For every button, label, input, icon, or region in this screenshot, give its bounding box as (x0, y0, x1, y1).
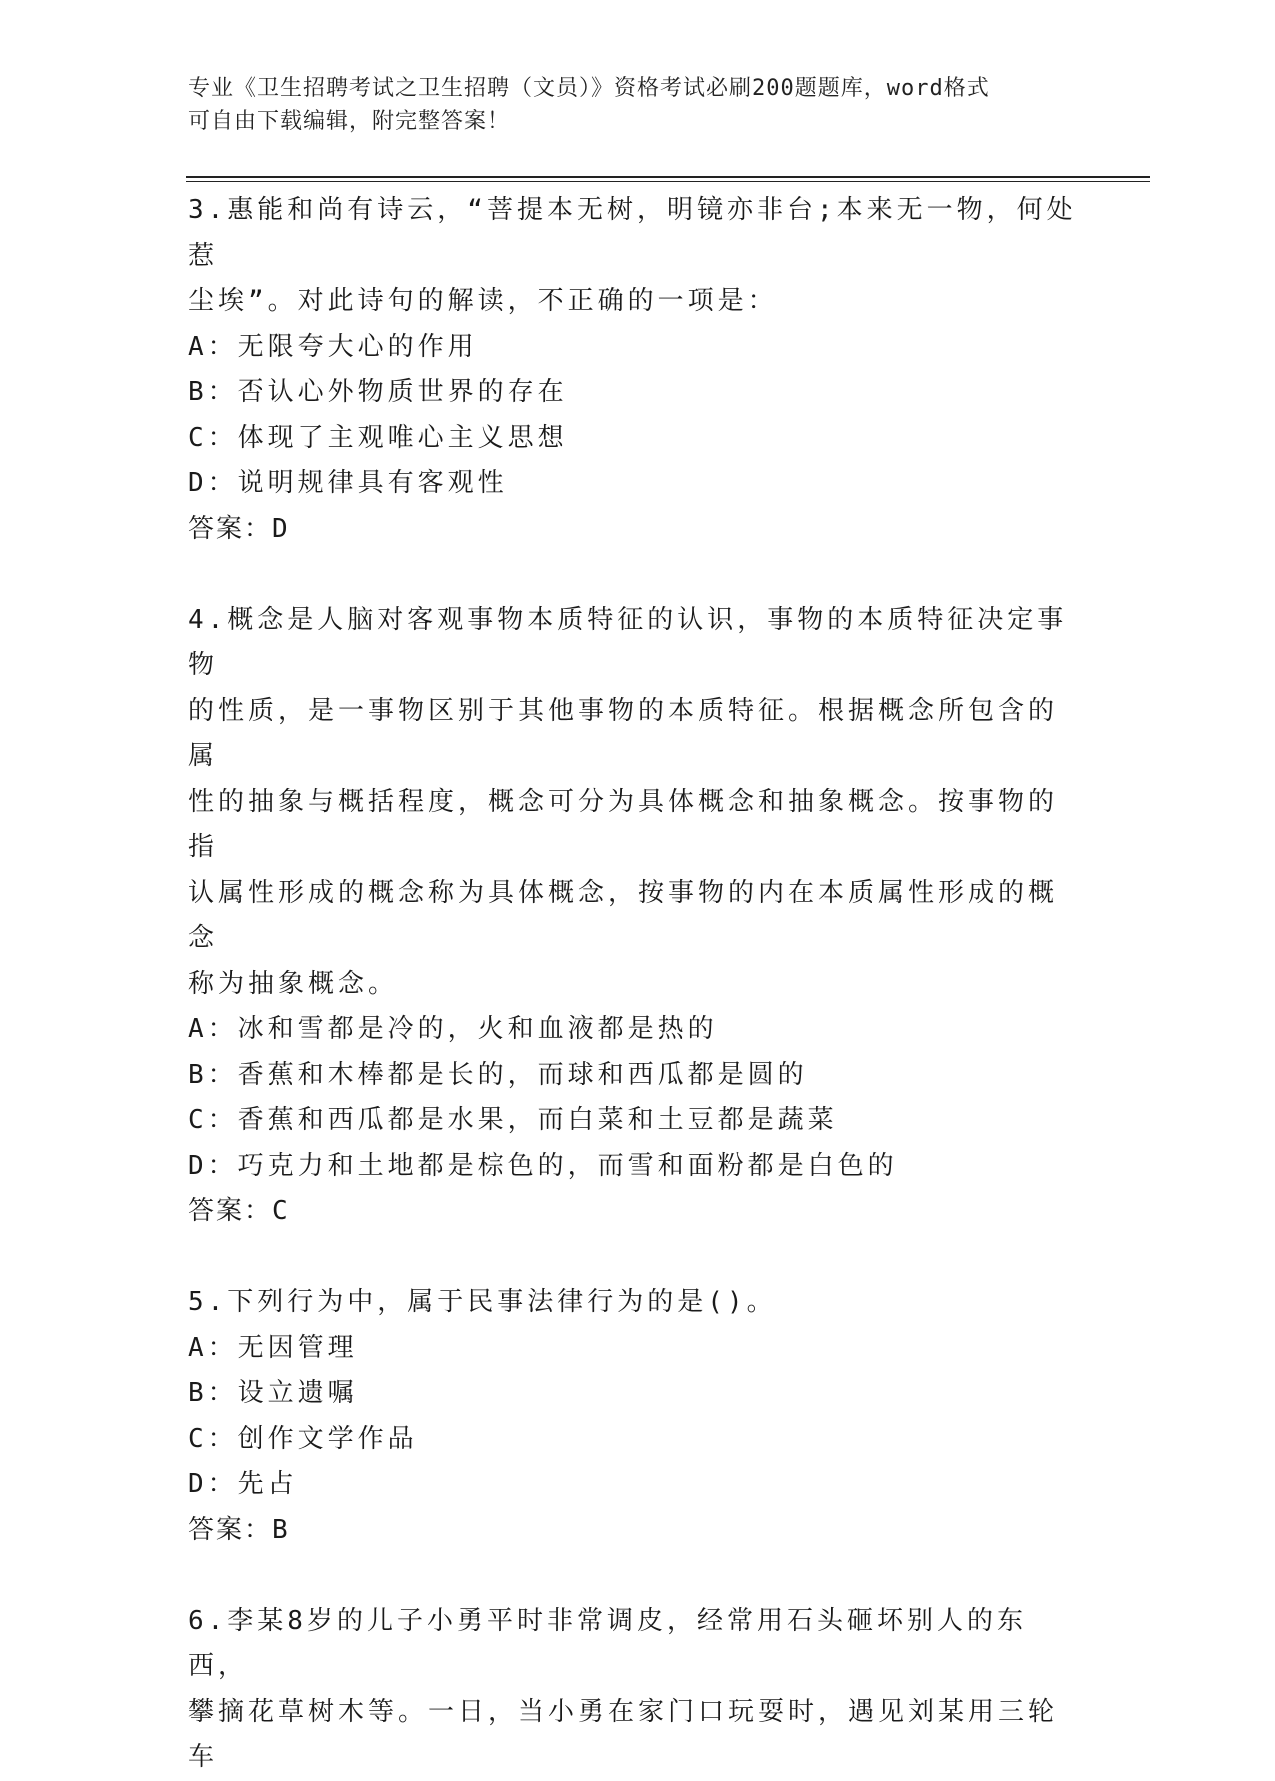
question-text-line: 6.李某8岁的儿子小勇平时非常调皮，经常用石头砸坏别人的东西， (188, 1605, 1027, 1681)
question-text-line: 5.下列行为中，属于民事法律行为的是()。 (188, 1287, 777, 1317)
question-text-line: 称为抽象概念。 (188, 968, 399, 999)
document-header (188, 72, 1068, 138)
question-6 (188, 1599, 1078, 1781)
option-d: D：巧克力和土地都是棕色的，而雪和面粉都是白色的 (188, 1150, 898, 1181)
option-a: A：冰和雪都是冷的，火和血液都是热的 (188, 1014, 718, 1044)
header-divider-thick (186, 176, 1150, 178)
question-text-line: 的性质，是一事物区别于其他事物的本质特征。根据概念所包含的属 (188, 695, 1059, 771)
question-5 (188, 1280, 1078, 1553)
option-b: B：否认心外物质世界的存在 (188, 377, 568, 407)
spacer (188, 1235, 1078, 1281)
option-c: C：香蕉和西瓜都是水果，而白菜和土豆都是蔬菜 (188, 1105, 838, 1135)
question-4 (188, 598, 1078, 1235)
option-a: A：无因管理 (188, 1332, 358, 1363)
option-d: D：说明规律具有客观性 (188, 468, 508, 498)
question-list (188, 188, 1078, 1781)
question-text-line: 4.概念是人脑对客观事物本质特征的认识，事物的本质特征决定事物 (188, 604, 1068, 680)
spacer (188, 1553, 1078, 1599)
answer: 答案：B (188, 1514, 290, 1545)
header-line-2: 可自由下载编辑，附完整答案！ (188, 109, 511, 134)
option-d: D：先占 (188, 1469, 298, 1499)
question-text-line: 攀摘花草树木等。一日，当小勇在家门口玩耍时，遇见刘某用三轮车 (188, 1696, 1059, 1772)
question-text-line: 尘埃”。对此诗句的解读，不正确的一项是： (188, 286, 778, 316)
question-3 (188, 188, 1078, 552)
header-line-1: 专业《卫生招聘考试之卫生招聘（文员）》资格考试必刷200题题库，word格式 (188, 76, 990, 101)
question-text-line: 3.惠能和尚有诗云，“菩提本无树，明镜亦非台;本来无一物，何处惹 (188, 195, 1077, 271)
answer: 答案：C (188, 1196, 290, 1226)
spacer (188, 552, 1078, 598)
header-divider-thin (186, 181, 1150, 182)
option-a: A：无限夸大心的作用 (188, 331, 478, 362)
option-b: B：设立遗嘱 (188, 1378, 358, 1408)
answer: 答案：D (188, 513, 290, 544)
question-text-line: 认属性形成的概念称为具体概念，按事物的内在本质属性形成的概念 (188, 877, 1059, 953)
option-c: C：创作文学作品 (188, 1423, 418, 1454)
option-c: C：体现了主观唯心主义思想 (188, 422, 568, 453)
option-b: B：香蕉和木棒都是长的，而球和西瓜都是圆的 (188, 1059, 808, 1090)
question-text-line: 性的抽象与概括程度，概念可分为具体概念和抽象概念。按事物的指 (188, 786, 1059, 862)
